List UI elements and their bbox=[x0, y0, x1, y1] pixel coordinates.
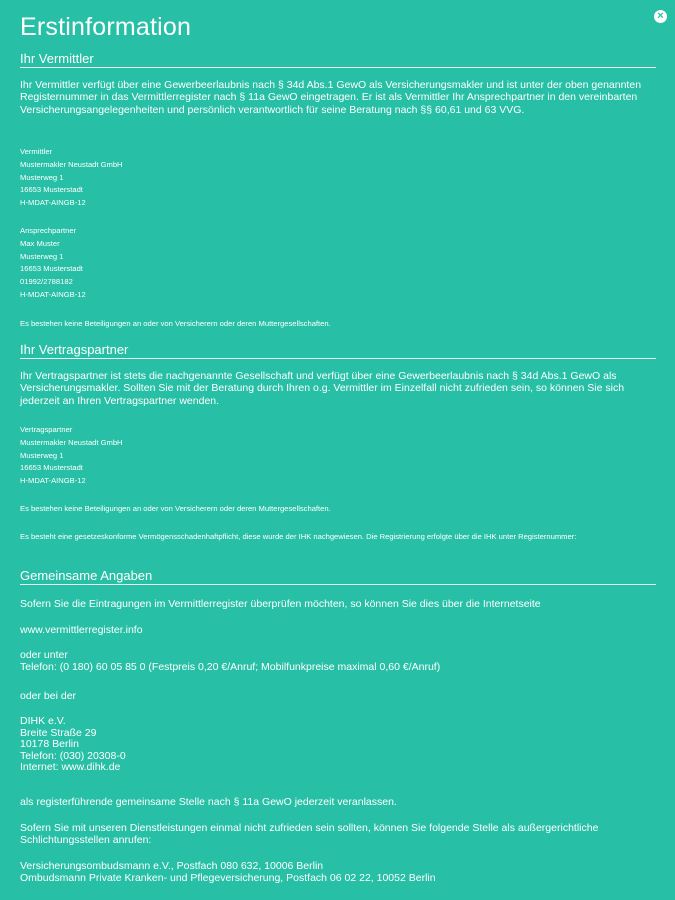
ansprechpartner-address-block bbox=[20, 225, 86, 302]
or-at-text: oder bei der bbox=[20, 690, 77, 702]
close-button[interactable] bbox=[654, 10, 667, 23]
vermittler-line: Musterweg 1 bbox=[20, 172, 64, 182]
vermittler-label: Vermittler bbox=[20, 147, 53, 156]
vertragspartner-intro: Ihr Vertragspartner ist stets die nachgenannte Gesellschaft und verfügt über eine Gewerbeerlaubnis nach § 34d Abs.1 GewO als Versicherungsmakler. Sollten Sie mit der Beratung durch Ihren o.g. Vermittler im Einzelfall nicht zufrieden sein, so können Sie sich jederzeit an Ihren Vertragspartner wenden. bbox=[20, 370, 625, 407]
ombudsman-line: Ombudsmann Private Kranken- und Pflegeversicherung, Postfach 06 02 22, 10052 Berlin bbox=[20, 871, 436, 884]
dihk-line: Internet: www.dihk.de bbox=[20, 761, 121, 774]
vertragspartner-line: Mustermakler Neustadt GmbH bbox=[20, 437, 123, 447]
vertragspartner-label: Vertragspartner bbox=[20, 425, 73, 434]
vermittler-line: H-MDAT-AINGB-12 bbox=[20, 198, 86, 208]
vermittler-line: 16653 Musterstadt bbox=[20, 185, 83, 195]
ansprechpartner-line: Musterweg 1 bbox=[20, 251, 64, 261]
phone-line: oder unter bbox=[20, 649, 68, 661]
dihk-line: 10178 Berlin bbox=[20, 738, 79, 751]
vermittler-address-block bbox=[20, 146, 123, 210]
ansprechpartner-line: Max Muster bbox=[20, 238, 60, 248]
dihk-address-block bbox=[20, 716, 126, 774]
ansprechpartner-line: H-MDAT-AINGB-12 bbox=[20, 289, 86, 299]
dihk-line: Breite Straße 29 bbox=[20, 726, 97, 739]
ansprechpartner-label: Ansprechpartner bbox=[20, 226, 77, 235]
vertragspartner-line: Musterweg 1 bbox=[20, 450, 64, 460]
vertragspartner-beteiligung-note: Es bestehen keine Beteiligungen an oder von Versicherern oder deren Muttergesellschaften. bbox=[20, 504, 331, 513]
vertragspartner-line: 16653 Musterstadt bbox=[20, 463, 83, 473]
ombudsman-line: Versicherungsombudsmann e.V., Postfach 080 632, 10006 Berlin bbox=[20, 860, 324, 872]
vermittler-intro: Ihr Vermittler verfügt über eine Gewerbeerlaubnis nach § 34d Abs.1 GewO als Versicherungsmakler und ist unter der oben genannten Registernummer in das Vermittlerregister nach § 11a GewO eingetragen. Er ist als Vermittler Ihr Ansprechpartner in den vereinbarten Versicherungsangelegenheiten und persönlich verantwortlich für seine Beratung nach §§ 60,61 und 63 VVG. bbox=[20, 79, 642, 116]
section-heading-vermittler: Ihr Vermittler bbox=[20, 51, 656, 68]
phone-block bbox=[20, 650, 440, 673]
ansprechpartner-line: 01992/2788182 bbox=[20, 277, 73, 287]
section-heading-vertragspartner: Ihr Vertragspartner bbox=[20, 342, 656, 359]
page-title: Erstinformation bbox=[20, 13, 192, 41]
ombudsmen-block bbox=[20, 861, 436, 884]
section-heading-gemeinsame-angaben: Gemeinsame Angaben bbox=[20, 568, 656, 585]
vertragspartner-line: H-MDAT-AINGB-12 bbox=[20, 476, 86, 486]
phone-line: Telefon: (0 180) 60 05 85 0 (Festpreis 0,20 €/Anruf; Mobilfunkpreise maximal 0,60 €/Anruf) bbox=[20, 660, 441, 673]
vermittlerregister-link[interactable]: www.vermittlerregister.info bbox=[20, 624, 143, 636]
dihk-line: Telefon: (030) 20308-0 bbox=[20, 749, 126, 762]
ansprechpartner-line: 16653 Musterstadt bbox=[20, 264, 83, 274]
vertragspartner-address-block bbox=[20, 424, 123, 488]
register-authority-text: als registerführende gemeinsame Stelle nach § 11a GewO jederzeit veranlassen. bbox=[20, 796, 397, 808]
close-icon: × bbox=[657, 10, 664, 22]
register-check-text: Sofern Sie die Eintragungen im Vermittlerregister überprüfen möchten, so können Sie dies über die Internetseite bbox=[20, 598, 541, 610]
complaint-text: Sofern Sie mit unseren Dienstleistungen einmal nicht zufrieden sein sollten, können Sie folgende Stelle als außergerichtliche Schlichtungsstellen anrufen: bbox=[20, 822, 599, 846]
vermoegensschaden-note: Es besteht eine gesetzeskonforme Vermögensschadenhaftpflicht, diese wurde der IHK nachgewiesen. Die Registrierung erfolgte über die IHK unter Registernummer: bbox=[20, 532, 577, 541]
vermittler-beteiligung-note: Es bestehen keine Beteiligungen an oder von Versicherern oder deren Muttergesellschaften. bbox=[20, 319, 331, 328]
dihk-line: DIHK e.V. bbox=[20, 715, 66, 727]
vermittler-line: Mustermakler Neustadt GmbH bbox=[20, 159, 123, 169]
